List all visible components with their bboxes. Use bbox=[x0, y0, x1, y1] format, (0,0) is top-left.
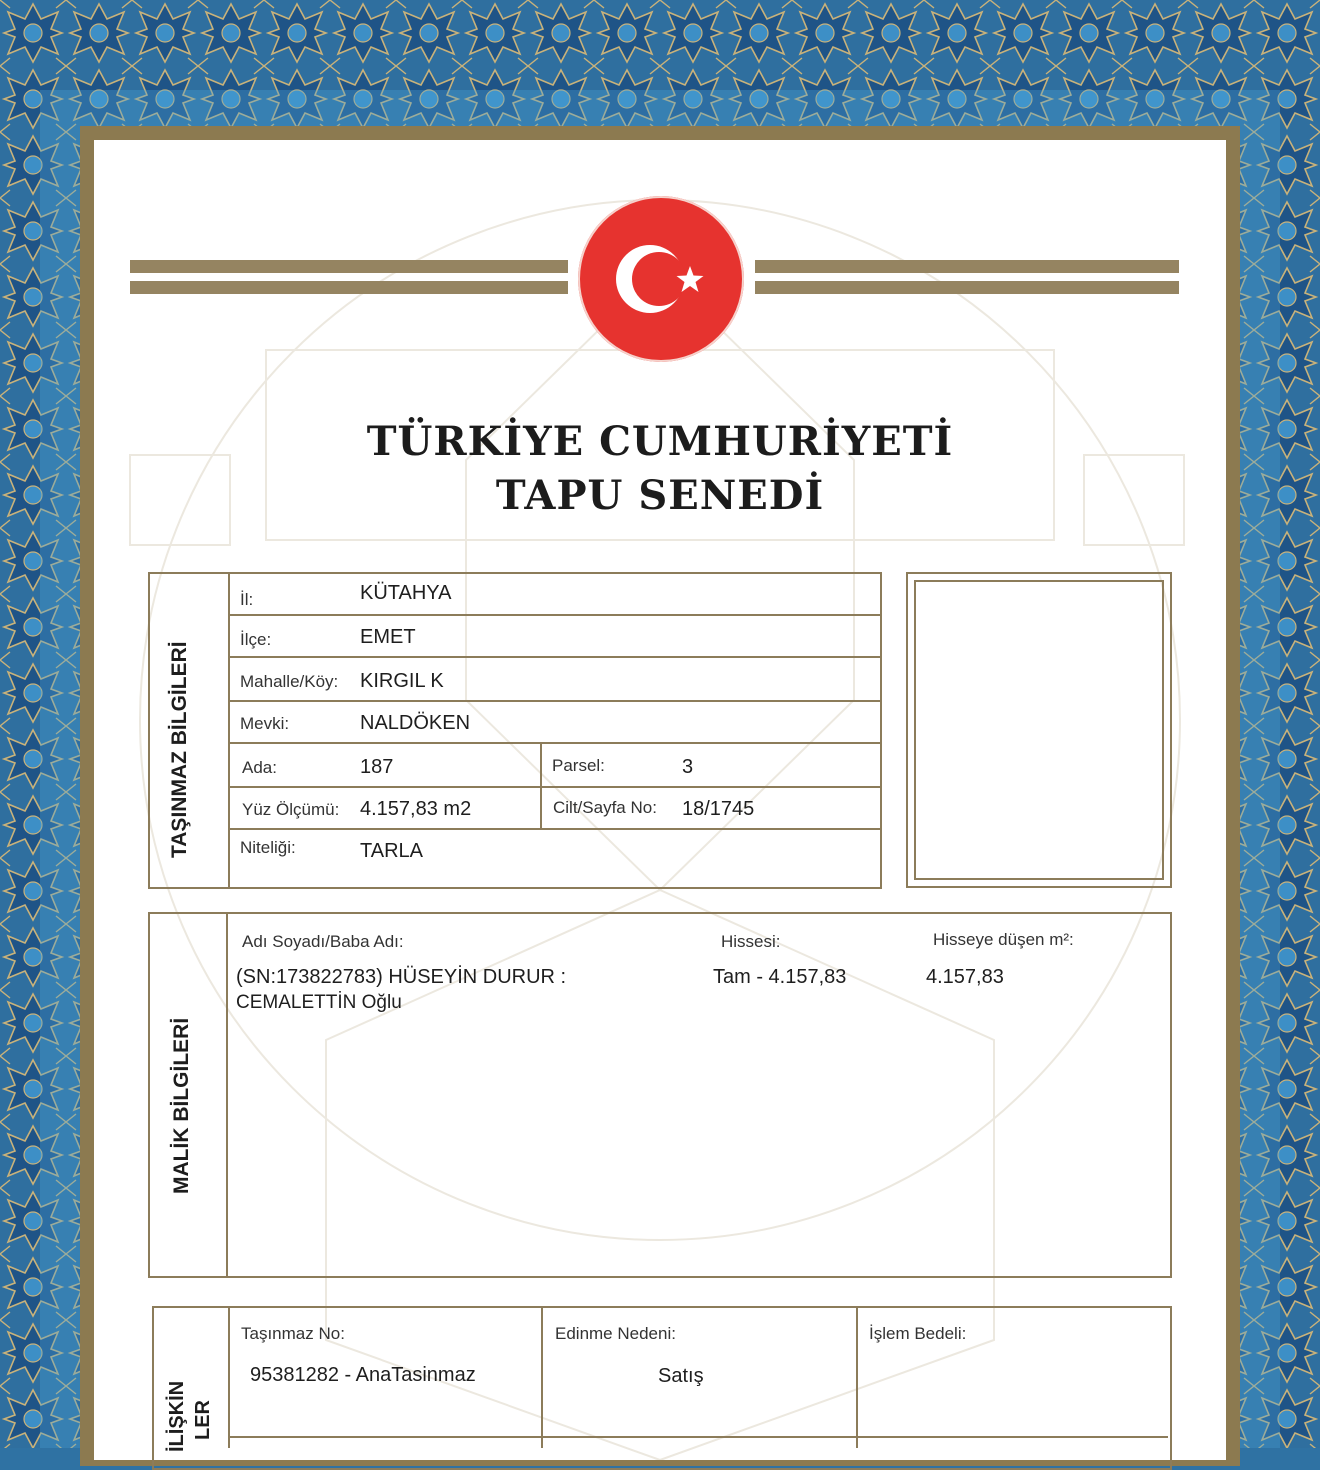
hisseye-dusen-label: Hisseye düşen m²: bbox=[933, 930, 1074, 949]
header-band-right-bottom bbox=[755, 281, 1179, 294]
header-band-left-top bbox=[130, 260, 568, 273]
cilt-sayfa-value: 18/1745 bbox=[682, 798, 755, 820]
parsel-label: Parsel: bbox=[552, 756, 605, 775]
tasinmaz-section-label: TAŞINMAZ BİLGİLERİ bbox=[168, 641, 191, 858]
photo-frame bbox=[906, 572, 1172, 888]
hissesi-label: Hissesi: bbox=[721, 932, 781, 951]
column-divider bbox=[541, 1306, 543, 1448]
edinme-nedeni-label: Edinme Nedeni: bbox=[555, 1324, 676, 1343]
row-divider bbox=[228, 828, 880, 830]
islem-section-label-2: LER bbox=[192, 1400, 214, 1440]
edinme-nedeni-value: Satış bbox=[658, 1365, 704, 1387]
islem-bedeli-label: İşlem Bedeli: bbox=[869, 1324, 967, 1343]
mahalle-value: KIRGIL K bbox=[360, 670, 444, 692]
yuzolcumu-label: Yüz Ölçümü: bbox=[242, 800, 340, 819]
row-divider bbox=[228, 614, 880, 616]
parsel-value: 3 bbox=[682, 756, 694, 778]
tasinmaz-label-divider bbox=[228, 572, 230, 887]
mevki-value: NALDÖKEN bbox=[360, 712, 471, 734]
row-divider bbox=[228, 700, 880, 702]
mevki-label: Mevki: bbox=[240, 714, 290, 733]
column-divider bbox=[856, 1306, 858, 1448]
ilce-value: EMET bbox=[360, 626, 416, 648]
document-subtitle: TAPU SENEDİ bbox=[495, 472, 825, 519]
hisseye-dusen-value: 4.157,83 bbox=[926, 966, 1004, 988]
row-divider bbox=[228, 656, 880, 658]
ada-label: Ada: bbox=[242, 758, 277, 777]
document-title: TÜRKİYE CUMHURİYETİ bbox=[366, 418, 954, 465]
cilt-sayfa-label: Cilt/Sayfa No: bbox=[553, 798, 657, 817]
il-label: İl: bbox=[240, 590, 254, 609]
header-band-left-bottom bbox=[130, 281, 568, 294]
photo-placeholder bbox=[914, 580, 1164, 880]
il-value: KÜTAHYA bbox=[360, 582, 452, 604]
yuzolcumu-value: 4.157,83 m2 bbox=[360, 798, 472, 820]
adi-soyadi-label: Adı Soyadı/Baba Adı: bbox=[242, 932, 404, 951]
niteligi-label: Niteliği: bbox=[240, 838, 296, 857]
ada-value: 187 bbox=[360, 756, 394, 778]
row-divider bbox=[228, 1436, 1168, 1438]
header-band-right-top bbox=[755, 260, 1179, 273]
owner-father: CEMALETTİN Oğlu bbox=[236, 992, 402, 1013]
turkish-flag-emblem-icon bbox=[578, 196, 744, 362]
row-divider bbox=[228, 786, 880, 788]
tasinmaz-no-label: Taşınmaz No: bbox=[241, 1324, 345, 1343]
row-divider bbox=[228, 742, 880, 744]
mahalle-label: Mahalle/Köy: bbox=[240, 672, 339, 691]
owner-name: (SN:173822783) HÜSEYİN DURUR : bbox=[236, 966, 567, 988]
islem-label-divider bbox=[228, 1306, 230, 1448]
ilce-label: İlçe: bbox=[240, 630, 272, 649]
niteligi-value: TARLA bbox=[360, 840, 423, 862]
column-divider bbox=[540, 742, 542, 830]
hissesi-value: Tam - 4.157,83 bbox=[713, 966, 847, 988]
malik-section-label: MALİK BİLGİLERİ bbox=[170, 1017, 193, 1194]
malik-label-divider bbox=[226, 912, 228, 1276]
islem-section-label-1: İLİŞKİN bbox=[166, 1380, 188, 1452]
tasinmaz-no-value: 95381282 - AnaTasinmaz bbox=[250, 1364, 476, 1386]
